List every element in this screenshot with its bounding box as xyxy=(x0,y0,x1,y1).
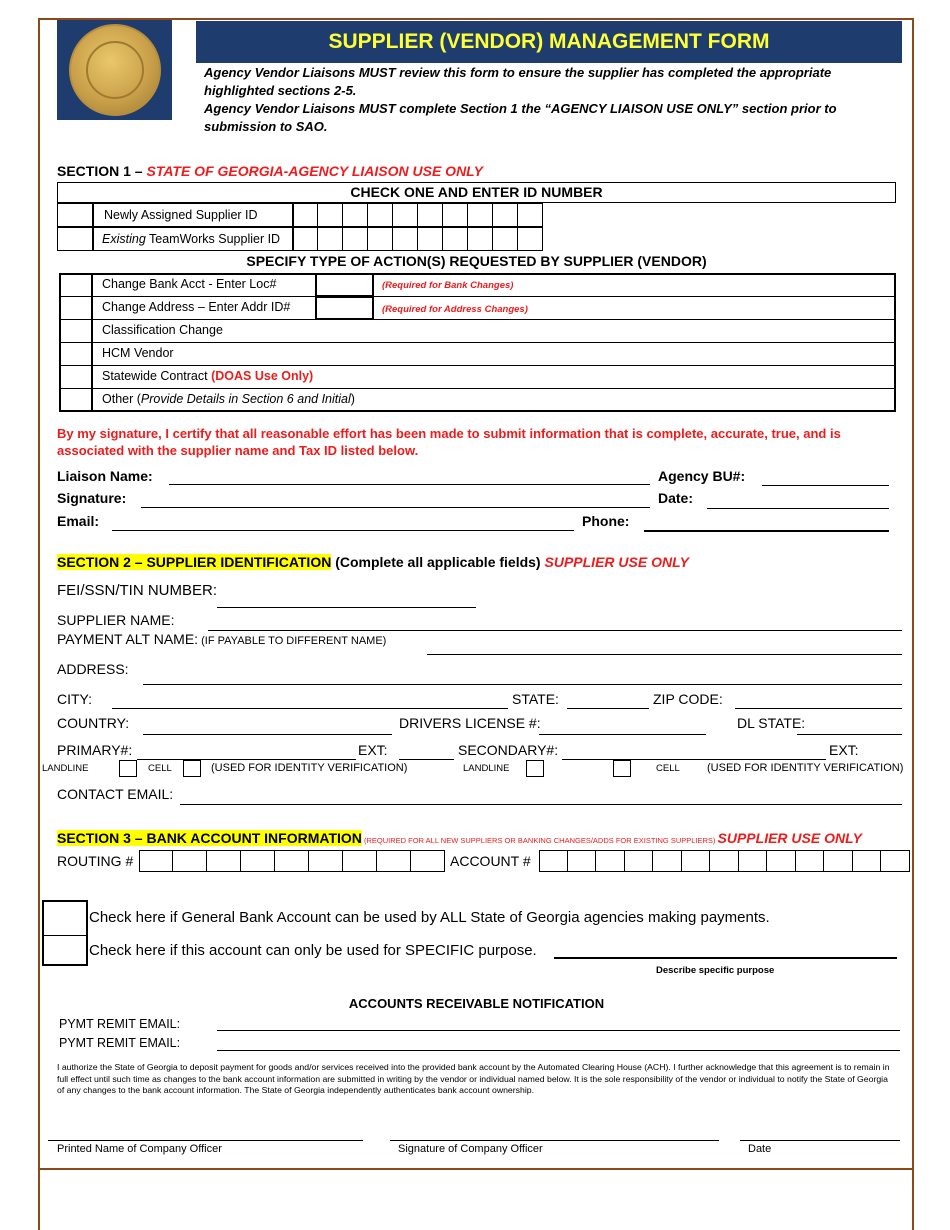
agency-bu-field[interactable] xyxy=(762,485,889,486)
landline2-label: LANDLINE xyxy=(463,763,510,774)
country-field[interactable] xyxy=(143,734,392,735)
action-other-label: Other (Provide Details in Section 6 and Initial) xyxy=(102,392,355,406)
certify-text: By my signature, I certify that all reasonable effort has been made to submit information that is complete, accurate, true, and is associated with the supplier name and Tax ID listed below. xyxy=(57,426,841,458)
action-header: SPECIFY TYPE OF ACTION(S) REQUESTED BY SUPPLIER (VENDOR) xyxy=(246,253,707,269)
landline-checkbox[interactable] xyxy=(119,760,137,777)
routing-label: ROUTING # xyxy=(57,853,134,869)
primary-field[interactable] xyxy=(137,759,356,760)
printed-name-label: Printed Name of Company Officer xyxy=(57,1143,222,1155)
signature-label: Signature: xyxy=(57,490,127,506)
drivers-license-field[interactable] xyxy=(539,734,706,735)
date-field[interactable] xyxy=(707,508,889,509)
identity2-note: (USED FOR IDENTITY VERIFICATION) xyxy=(707,762,904,774)
contact-email-field[interactable] xyxy=(180,804,902,805)
landline2-checkbox[interactable] xyxy=(526,760,544,777)
signature-field[interactable] xyxy=(141,507,650,508)
describe-purpose-label: Describe specific purpose xyxy=(656,965,775,976)
drivers-license-label: DRIVERS LICENSE #: xyxy=(399,715,541,731)
intro-text: Agency Vendor Liaisons MUST review this form to ensure the supplier has completed the appropriate highlighted sections 2-5. Agency Vendor Liaisons MUST complete Section 1 the “AGENCY LIAISON USE ONLY” section prior to submission to SAO. xyxy=(204,65,837,134)
account-label: ACCOUNT # xyxy=(450,853,531,869)
form-title: SUPPLIER (VENDOR) MANAGEMENT FORM xyxy=(196,21,902,63)
officer-signature-label: Signature of Company Officer xyxy=(398,1143,543,1155)
address-label: ADDRESS: xyxy=(57,661,129,677)
action-bank-label: Change Bank Acct - Enter Loc# xyxy=(102,277,277,291)
zip-field[interactable] xyxy=(735,708,902,709)
agency-bu-label: Agency BU#: xyxy=(658,468,746,484)
cell-label: CELL xyxy=(148,763,172,774)
account-cells[interactable] xyxy=(539,850,910,872)
officer-date-label: Date xyxy=(748,1143,772,1155)
ext2-label: EXT: xyxy=(829,742,859,758)
pymt-email2-field[interactable] xyxy=(217,1050,900,1051)
identity-note: (USED FOR IDENTITY VERIFICATION) xyxy=(211,762,408,774)
section1-title: SECTION 1 – STATE OF GEORGIA-AGENCY LIAISON USE ONLY xyxy=(57,163,484,179)
existing-supplier-label: Existing TeamWorks Supplier ID xyxy=(93,227,293,251)
action-address-label: Change Address – Enter Addr ID# xyxy=(102,300,291,314)
loc-input[interactable] xyxy=(315,273,374,297)
dl-state-field[interactable] xyxy=(797,734,902,735)
cell2-checkbox[interactable] xyxy=(613,760,631,777)
new-supplier-label: Newly Assigned Supplier ID xyxy=(93,203,293,227)
fei-field[interactable] xyxy=(217,607,476,608)
action-hcm-label: HCM Vendor xyxy=(102,346,174,360)
addr-id-input[interactable] xyxy=(315,296,374,320)
dl-state-label: DL STATE: xyxy=(737,715,806,731)
supplier-name-label: SUPPLIER NAME: xyxy=(57,612,175,628)
secondary-field[interactable] xyxy=(562,759,826,760)
ext-label: EXT: xyxy=(358,742,388,758)
general-account-checkbox[interactable] xyxy=(42,900,88,936)
existing-supplier-id-cells[interactable] xyxy=(293,227,543,251)
payment-alt-label: PAYMENT ALT NAME: (IF PAYABLE TO DIFFERENT NAME) xyxy=(57,631,387,647)
ext-field[interactable] xyxy=(399,759,454,760)
address-field[interactable] xyxy=(143,684,902,685)
section2-title: SECTION 2 – SUPPLIER IDENTIFICATION (Complete all applicable fields) SUPPLIER USE ONLY xyxy=(57,554,689,570)
cell-checkbox[interactable] xyxy=(183,760,201,777)
section3-title: SECTION 3 – BANK ACCOUNT INFORMATION (REQUIRED FOR ALL NEW SUPPLIERS OR BANKING CHANGES/ADDS FOR EXISTING SUPPLIERS) SUPPLIER USE ONLY xyxy=(57,830,862,846)
state-label: STATE: xyxy=(512,691,559,707)
city-label: CITY: xyxy=(57,691,93,707)
payment-alt-field[interactable] xyxy=(427,654,902,655)
action-checkboxes[interactable] xyxy=(59,273,91,412)
pymt-email2-label: PYMT REMIT EMAIL: xyxy=(59,1036,181,1050)
date-label: Date: xyxy=(658,490,694,506)
specific-purpose-field[interactable] xyxy=(554,957,897,959)
officer-date-field[interactable] xyxy=(740,1140,900,1141)
primary-label: PRIMARY#: xyxy=(57,742,133,758)
pymt-email1-label: PYMT REMIT EMAIL: xyxy=(59,1017,181,1031)
ar-title: ACCOUNTS RECEIVABLE NOTIFICATION xyxy=(348,996,605,1011)
zip-label: ZIP CODE: xyxy=(653,691,723,707)
country-label: COUNTRY: xyxy=(57,715,130,731)
fei-label: FEI/SSN/TIN NUMBER: xyxy=(57,582,218,599)
address-note: (Required for Address Changes) xyxy=(382,304,528,315)
officer-signature-field[interactable] xyxy=(390,1140,719,1141)
phone-field[interactable] xyxy=(644,530,889,532)
email-field[interactable] xyxy=(112,530,574,531)
existing-supplier-checkbox[interactable] xyxy=(57,227,93,251)
printed-name-field[interactable] xyxy=(48,1140,363,1141)
specific-account-checkbox[interactable] xyxy=(42,935,88,966)
bottom-rule xyxy=(38,1168,914,1170)
authorize-text: I authorize the State of Georgia to deposit payment for goods and/or services received into the provided bank account by the Automated Clearing House (ACH). I further acknowledge that this agreement is to remain in full effect until such time as changes to the bank account information are submitted in writing by the vendor or individual named below. It is the sole responsibility of the vendor or individual to notify the State of Georgia of any changes to the bank account information. The State of Georgia independently authenticates bank account ownership. xyxy=(57,1062,890,1095)
new-supplier-checkbox[interactable] xyxy=(57,203,93,227)
phone-label: Phone: xyxy=(582,513,630,529)
new-supplier-id-cells[interactable] xyxy=(293,203,543,227)
specific-account-text: Check here if this account can only be used for SPECIFIC purpose. xyxy=(89,942,537,959)
action-statewide-label: Statewide Contract (DOAS Use Only) xyxy=(102,369,314,383)
liaison-name-field[interactable] xyxy=(169,484,650,485)
bank-note: (Required for Bank Changes) xyxy=(382,280,514,291)
secondary-label: SECONDARY#: xyxy=(458,742,559,758)
action-classification-label: Classification Change xyxy=(102,323,223,337)
georgia-seal-icon xyxy=(57,20,172,120)
contact-email-label: CONTACT EMAIL: xyxy=(57,786,174,802)
general-account-text: Check here if General Bank Account can be used by ALL State of Georgia agencies making payments. xyxy=(89,909,770,926)
check-header: CHECK ONE AND ENTER ID NUMBER xyxy=(57,182,896,203)
city-field[interactable] xyxy=(112,708,508,709)
pymt-email1-field[interactable] xyxy=(217,1030,900,1031)
email-label: Email: xyxy=(57,513,100,529)
cell2-label: CELL xyxy=(656,763,680,774)
landline-label: LANDLINE xyxy=(42,763,89,774)
routing-cells[interactable] xyxy=(139,850,445,872)
state-field[interactable] xyxy=(567,708,649,709)
liaison-name-label: Liaison Name: xyxy=(57,468,153,484)
